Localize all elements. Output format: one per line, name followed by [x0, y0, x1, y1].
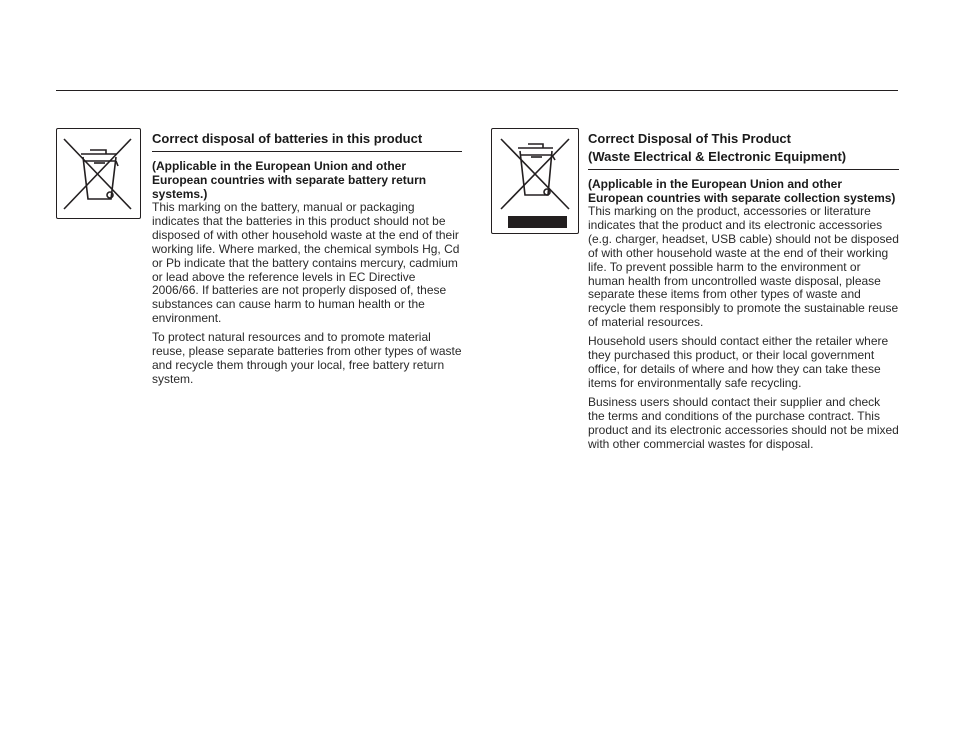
- weee-applicable-note: (Applicable in the European Union and other European countries with separate collection systems): [588, 177, 896, 205]
- weee-paragraph-3: Business users should contact their supplier and check the terms and conditions of the purchase contract. This product and its electronic accessories should not be mixed with other commercial wastes for disposal.: [588, 394, 899, 451]
- weee-title-line-2: (Waste Electrical & Electronic Equipment): [588, 149, 847, 164]
- weee-paragraph-2: Household users should contact either the retailer where they purchased this product, or their local government office, for details of where and how they can take these items for environmentally safe recycling.: [588, 334, 889, 390]
- battery-paragraph-2: To protect natural resources and to promote material reuse, please separate batteries from other types of waste and recycle them through your local, free battery return system.: [152, 330, 462, 386]
- weee-disposal-section: [588, 130, 899, 451]
- battery-applicable-note: (Applicable in the European Union and other European countries with separate battery return systems.): [152, 159, 427, 201]
- battery-disposal-section: [152, 130, 462, 387]
- weee-title-line-1: Correct Disposal of This Product: [588, 131, 791, 146]
- weee-disposal-symbol: [491, 128, 579, 234]
- weee-paragraph-1: This marking on the product, accessories or literature indicates that the product and its electronic accessories (e.g. charger, headset, USB cable) should not be disposed of with other household waste at the end of their working life. To prevent possible harm to the environment or human health from uncontrolled waste disposal, please separate these items from other types of waste and recycle them responsibly to promote the sustainable reuse of material resources.: [588, 204, 899, 330]
- crossed-out-wheelie-bin-icon: [57, 129, 140, 218]
- crossed-out-wheelie-bin-with-bar-icon: [492, 129, 578, 233]
- top-divider: [56, 90, 898, 91]
- battery-disposal-symbol: [56, 128, 141, 219]
- battery-section-title: Correct disposal of batteries in this product: [152, 131, 423, 146]
- weee-title-rule: [588, 169, 899, 170]
- weee-section-title: [588, 130, 899, 166]
- battery-title-rule: [152, 151, 462, 152]
- battery-paragraph-1: This marking on the battery, manual or packaging indicates that the batteries in this product should not be disposed of with other household waste at the end of their working life. Where marked, the chemical symbols Hg, Cd or Pb indicate that the battery contains mercury, cadmium or lead above the reference levels in EC Directive 2006/66. If batteries are not properly disposed of, these substances can cause harm to human health or the environment.: [152, 200, 460, 326]
